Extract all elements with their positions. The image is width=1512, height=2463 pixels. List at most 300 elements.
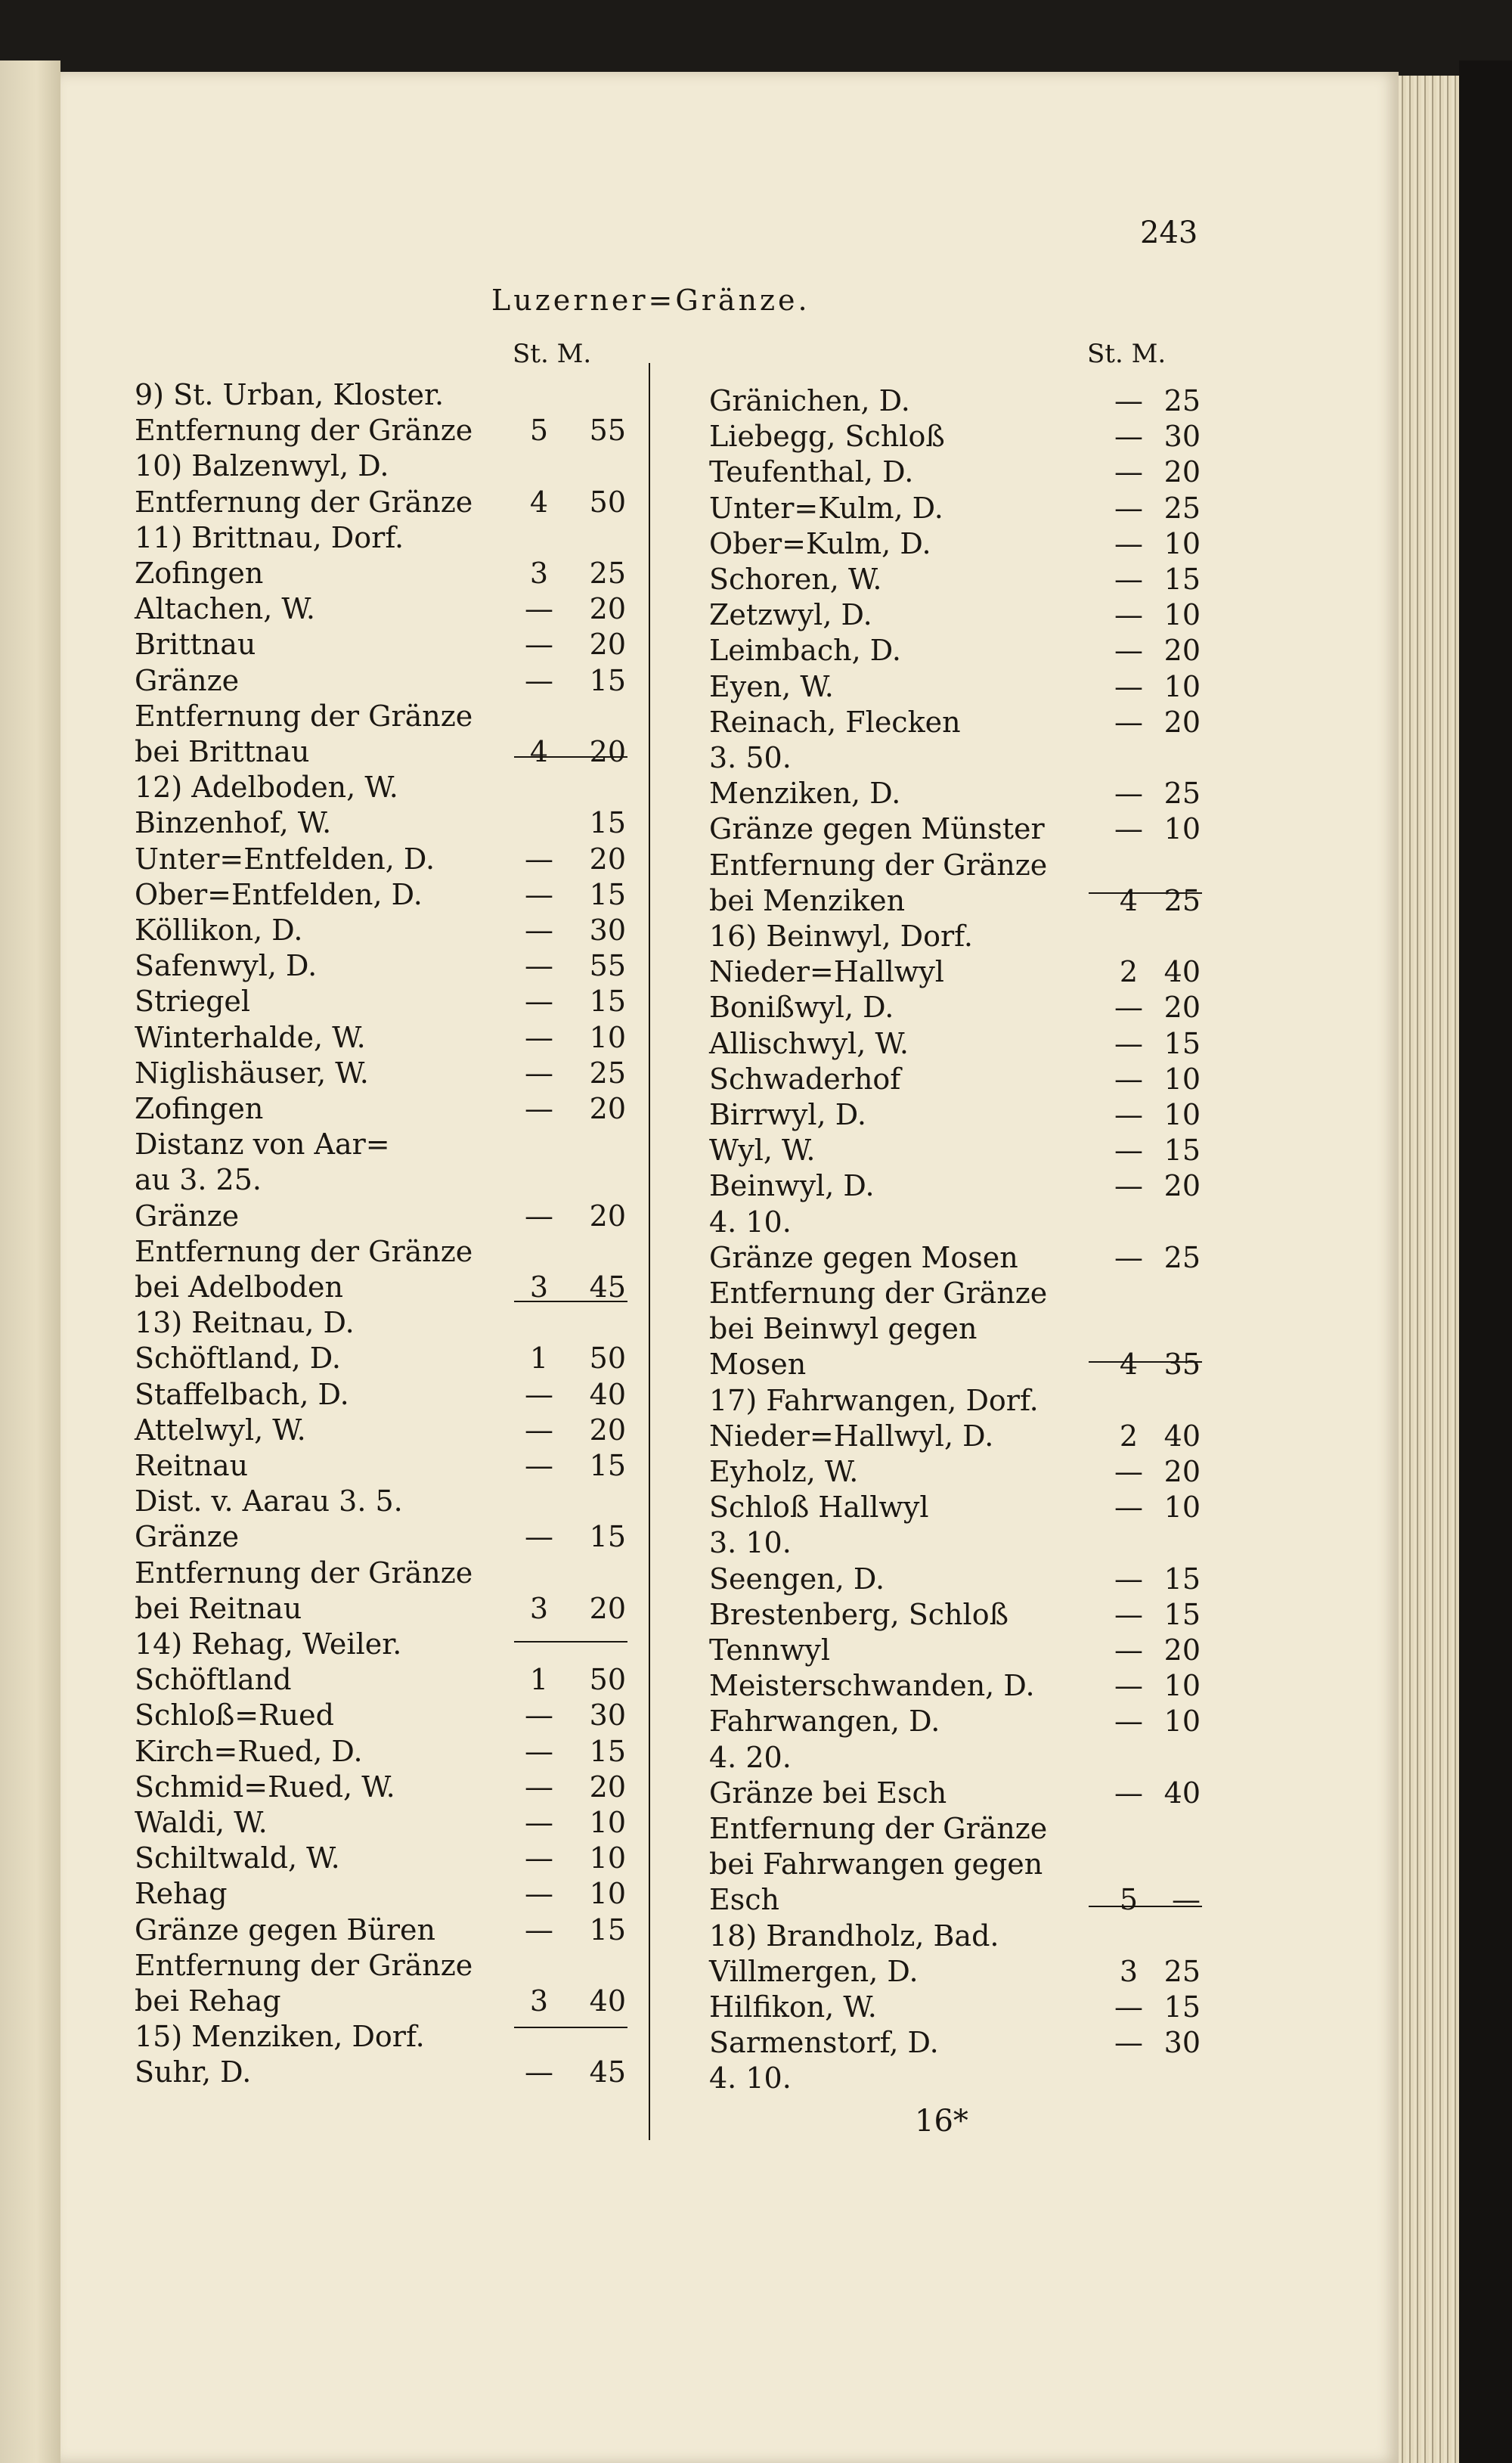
entry-label: Entfernung der Gränze [135, 414, 473, 448]
entry-label: Leimbach, D. [709, 634, 901, 668]
entry-label: Schöftland [135, 1663, 292, 1697]
entry-row [709, 706, 1202, 739]
entry-label: Schloß=Rued [135, 1698, 334, 1732]
entry-label: Entfernung der Gränze [709, 1812, 1048, 1845]
entry-row [135, 1735, 634, 1768]
entry-label: Schwaderhof [709, 1062, 901, 1096]
entry-stunden: — [525, 1806, 553, 1839]
entry-minuten: 25 [1163, 883, 1201, 917]
entry-row [135, 485, 634, 519]
entry-minuten: 50 [589, 1663, 626, 1697]
entry-minuten: 20 [1163, 1633, 1201, 1667]
entry-row [135, 1698, 634, 1732]
entry-label: Meisterschwanden, D. [709, 1669, 1035, 1703]
entry-row [135, 1627, 634, 1661]
entry-minuten: 25 [589, 1056, 626, 1090]
entry-label: 10) Balzenwyl, D. [135, 449, 389, 483]
entry-row [135, 735, 634, 768]
entry-row [135, 1199, 634, 1233]
entry-stunden: 2 [1119, 955, 1139, 989]
total-rule [1089, 1361, 1202, 1363]
entry-label: Gränze [135, 1199, 240, 1233]
entry-label: 11) Brittnau, Dorf. [135, 520, 404, 554]
entry-minuten: 55 [589, 414, 626, 448]
entry-minuten: 40 [1163, 955, 1201, 989]
entry-minuten: 10 [1163, 1705, 1201, 1739]
entry-row [135, 521, 634, 554]
entry-label: Mosen [709, 1348, 807, 1382]
entry-stunden: — [1114, 491, 1143, 525]
entry-row [135, 1270, 634, 1304]
entry-label: Distanz von Aar= [135, 1128, 390, 1162]
entry-minuten: 25 [1163, 1240, 1201, 1274]
entry-label: Schmid=Rued, W. [135, 1770, 395, 1804]
entry-row [709, 1883, 1202, 1916]
entry-minuten: 50 [589, 1342, 626, 1376]
entry-row [709, 1134, 1202, 1167]
entry-stunden: — [525, 1698, 553, 1732]
entry-row [709, 1919, 1202, 1953]
entry-label: Gränze [135, 1520, 240, 1554]
entry-label: Birrwyl, D. [709, 1098, 866, 1131]
entry-minuten: 10 [1163, 812, 1201, 846]
page-edges [1399, 76, 1459, 2463]
entry-row [135, 1913, 634, 1947]
entry-stunden: — [1114, 1240, 1143, 1274]
entry-label: Safenwyl, D. [135, 949, 318, 983]
entry-row [135, 1342, 634, 1375]
entry-row [135, 1378, 634, 1411]
entry-row [709, 1312, 1202, 1345]
entry-row [135, 1056, 634, 1090]
entry-row [135, 1877, 634, 1910]
entry-minuten: 10 [1163, 1062, 1201, 1096]
entry-minuten: 30 [1163, 420, 1201, 454]
entry-label: Fahrwangen, D. [709, 1705, 940, 1739]
entry-row [709, 1098, 1202, 1131]
entry-row [709, 741, 1202, 774]
entry-row [709, 1241, 1202, 1274]
entry-label: Entfernung der Gränze [135, 699, 473, 733]
entry-stunden: — [525, 1449, 553, 1482]
entry-stunden: — [525, 1020, 553, 1054]
entry-row [135, 592, 634, 625]
entry-label: Kirch=Rued, D. [135, 1734, 363, 1768]
entry-stunden: — [1114, 1597, 1143, 1631]
entry-row [709, 634, 1202, 667]
entry-stunden: — [1114, 1776, 1143, 1810]
entry-row [709, 991, 1202, 1024]
entry-minuten: 15 [1163, 1597, 1201, 1631]
entry-stunden: — [1114, 420, 1143, 454]
entry-stunden: 1 [529, 1342, 549, 1376]
entry-label: Staffelbach, D. [135, 1377, 349, 1411]
entry-minuten: 25 [1163, 777, 1201, 811]
entry-row [135, 1306, 634, 1339]
entry-label: 9) St. Urban, Kloster. [135, 378, 445, 411]
entry-minuten: 10 [589, 1877, 626, 1911]
entry-label: bei Fahrwangen gegen [709, 1847, 1043, 1881]
entry-label: Entfernung der Gränze [135, 485, 473, 519]
entry-label: Schloß Hallwyl [709, 1491, 929, 1525]
entry-label: Gränze gegen Büren [135, 1912, 435, 1947]
entry-stunden: — [1114, 1633, 1143, 1667]
right-column-header: St. M. [1087, 339, 1167, 369]
entry-stunden: — [1114, 598, 1143, 632]
entry-stunden: — [1114, 1491, 1143, 1525]
entry-label: bei Reitnau [135, 1591, 302, 1625]
entry-label: Entfernung der Gränze [135, 1234, 473, 1268]
entry-label: Zofingen [135, 1092, 264, 1125]
entry-label: Zetzwyl, D. [709, 598, 872, 632]
entry-minuten: 10 [1163, 669, 1201, 703]
entry-row [135, 1770, 634, 1804]
entry-minuten: 50 [589, 485, 626, 519]
entry-minuten: 15 [1163, 1134, 1201, 1168]
entry-label: Villmergen, D. [709, 1954, 919, 1988]
entry-label: Niglishäuser, W. [135, 1056, 369, 1090]
entry-label: Menziken, D. [709, 777, 901, 811]
entry-row [135, 1021, 634, 1054]
entry-stunden: — [525, 949, 553, 983]
total-rule [514, 756, 627, 758]
entry-row [709, 384, 1202, 417]
entry-label: 12) Adelboden, W. [135, 771, 398, 805]
entry-row [709, 1812, 1202, 1845]
entry-row [709, 598, 1202, 631]
entry-minuten: 25 [1163, 384, 1201, 417]
entry-minuten: 15 [589, 806, 626, 840]
entry-label: 3. 10. [709, 1526, 792, 1560]
entry-stunden: 4 [529, 485, 549, 519]
entry-minuten: 20 [589, 592, 626, 626]
entry-label: Teufenthal, D. [709, 455, 914, 489]
entry-stunden: 3 [529, 1270, 549, 1304]
entry-stunden: — [1114, 1562, 1143, 1596]
entry-minuten: 15 [1163, 1990, 1201, 2024]
entry-row [135, 1235, 634, 1268]
entry-stunden: — [1114, 634, 1143, 668]
entry-stunden: — [525, 842, 553, 876]
entry-minuten: 20 [1163, 634, 1201, 668]
entry-label: Binzenhof, W. [135, 806, 332, 840]
entry-row [709, 563, 1202, 596]
entry-row [709, 1776, 1202, 1810]
entry-row [135, 628, 634, 661]
entry-minuten: 10 [589, 1841, 626, 1875]
entry-minuten: 10 [1163, 1098, 1201, 1131]
entry-stunden: — [525, 1520, 553, 1554]
entry-label: bei Brittnau [135, 735, 310, 768]
entry-row [135, 414, 634, 447]
entry-stunden: — [1114, 1062, 1143, 1096]
entry-label: 14) Rehag, Weiler. [135, 1627, 402, 1661]
signature-mark: 16* [915, 2104, 968, 2139]
entry-label: Gränichen, D. [709, 384, 910, 417]
entry-row [135, 914, 634, 947]
entry-row [709, 1990, 1202, 2024]
entry-minuten: 45 [589, 1270, 626, 1304]
entry-row [709, 455, 1202, 489]
background [1459, 60, 1512, 2463]
entry-stunden: — [1114, 1990, 1143, 2024]
entry-stunden: — [1114, 1669, 1143, 1703]
entry-row [135, 2020, 634, 2053]
entry-row [135, 1413, 634, 1447]
entry-minuten: 15 [1163, 563, 1201, 596]
entry-minuten: 10 [589, 1020, 626, 1054]
entry-row [709, 848, 1202, 882]
entry-stunden: — [1114, 669, 1143, 703]
entry-row [135, 1449, 634, 1482]
entry-label: 17) Fahrwangen, Dorf. [709, 1383, 1039, 1417]
entry-row [135, 557, 634, 590]
entry-row [709, 1847, 1202, 1881]
entry-row [135, 985, 634, 1018]
entry-row [709, 1348, 1202, 1381]
entry-stunden: — [1114, 1134, 1143, 1168]
entry-label: Bonißwyl, D. [709, 991, 894, 1025]
entry-minuten: 25 [1163, 491, 1201, 525]
entry-stunden: — [525, 1734, 553, 1768]
entry-label: Ober=Kulm, D. [709, 526, 931, 560]
entry-row [709, 1669, 1202, 1702]
entry-minuten: 15 [589, 663, 626, 697]
entry-label: 3. 50. [709, 741, 792, 774]
entry-minuten: 10 [1163, 598, 1201, 632]
entry-row [709, 2026, 1202, 2059]
entry-stunden: — [525, 1199, 553, 1233]
entry-row [709, 1205, 1202, 1239]
entry-stunden: — [1114, 1169, 1143, 1203]
entry-minuten: 15 [589, 1912, 626, 1947]
entry-stunden: — [1114, 1098, 1143, 1131]
entry-minuten: 35 [1163, 1348, 1201, 1382]
entry-minuten: 20 [589, 1770, 626, 1804]
entry-row [709, 1491, 1202, 1524]
entry-stunden: 4 [529, 735, 549, 768]
entry-label: Seengen, D. [709, 1562, 885, 1596]
entry-label: Gränze [135, 663, 240, 697]
entry-minuten: 10 [1163, 526, 1201, 560]
entry-stunden: 3 [529, 1984, 549, 2018]
total-rule [514, 1641, 627, 1643]
entry-label: Unter=Kulm, D. [709, 491, 943, 525]
entry-stunden: — [1114, 705, 1143, 739]
entry-minuten: 30 [589, 914, 626, 947]
entry-stunden: 3 [529, 1591, 549, 1625]
entry-row [135, 700, 634, 733]
entry-stunden: — [525, 1877, 553, 1911]
entry-label: Rehag [135, 1877, 228, 1911]
page-number: 243 [1140, 216, 1198, 250]
entry-label: Reitnau [135, 1449, 249, 1482]
entry-minuten: 20 [589, 735, 626, 768]
entry-row [709, 1633, 1202, 1667]
entry-minuten: 15 [589, 1449, 626, 1482]
entry-label: Schiltwald, W. [135, 1841, 340, 1875]
entry-stunden: — [525, 1092, 553, 1125]
entry-label: bei Rehag [135, 1984, 281, 2018]
entry-row [135, 1592, 634, 1625]
entry-label: Entfernung der Gränze [135, 1948, 473, 1982]
entry-label: bei Adelboden [135, 1270, 343, 1304]
entry-minuten: 25 [1163, 1954, 1201, 1988]
entry-stunden: 4 [1119, 1348, 1139, 1382]
entry-label: Beinwyl, D. [709, 1169, 875, 1203]
entry-row [709, 1276, 1202, 1310]
entry-label: Allischwyl, W. [709, 1026, 909, 1060]
entry-label: bei Menziken [709, 883, 906, 917]
entry-row [135, 1556, 634, 1590]
entry-row [709, 1705, 1202, 1738]
entry-row [709, 492, 1202, 525]
entry-row [135, 1949, 634, 1982]
entry-row [135, 1163, 634, 1196]
entry-label: Wyl, W. [709, 1134, 816, 1168]
entry-stunden: — [1114, 455, 1143, 489]
entry-stunden: — [1114, 384, 1143, 417]
entry-label: Entfernung der Gränze [135, 1556, 473, 1590]
entry-label: 4. 10. [709, 2061, 792, 2095]
entry-row [709, 1741, 1202, 1774]
entry-row [709, 1526, 1202, 1559]
entry-label: Esch [709, 1883, 779, 1917]
entry-row [135, 1663, 634, 1696]
entry-row [709, 1562, 1202, 1596]
entry-stunden: — [525, 985, 553, 1019]
entry-label: Sarmenstorf, D. [709, 2026, 939, 2060]
entry-row [709, 884, 1202, 917]
entry-label: Gränze bei Esch [709, 1776, 947, 1810]
entry-label: Gränze gegen Mosen [709, 1240, 1018, 1274]
entry-row [709, 2061, 1202, 2095]
entry-label: Brestenberg, Schloß [709, 1597, 1009, 1631]
entry-label: Ober=Entfelden, D. [135, 877, 423, 911]
entry-label: Eyholz, W. [709, 1455, 859, 1488]
entry-stunden: — [525, 2055, 553, 2089]
entry-stunden: 2 [1119, 1419, 1139, 1453]
entry-stunden: — [1114, 526, 1143, 560]
entry-minuten: — [1172, 1883, 1201, 1917]
entry-minuten: 40 [1163, 1419, 1201, 1453]
entry-stunden: — [525, 1377, 553, 1411]
entry-minuten: 20 [589, 1199, 626, 1233]
entry-label: Attelwyl, W. [135, 1413, 306, 1447]
entry-stunden: — [1114, 812, 1143, 846]
entry-row [709, 670, 1202, 703]
total-rule [514, 1301, 627, 1302]
entry-row [709, 1419, 1202, 1453]
entry-minuten: 10 [589, 1806, 626, 1839]
page-title: Luzerner=Gränze. [491, 284, 810, 317]
entry-row [709, 1384, 1202, 1417]
entry-stunden: — [1114, 1455, 1143, 1488]
entry-row [135, 771, 634, 804]
entry-stunden: — [525, 1770, 553, 1804]
entry-row [709, 1027, 1202, 1060]
entry-row [135, 1484, 634, 1518]
entry-minuten: 20 [1163, 705, 1201, 739]
entry-label: Entfernung der Gränze [709, 1276, 1048, 1310]
entry-row [709, 1062, 1202, 1096]
entry-label: 18) Brandholz, Bad. [709, 1919, 999, 1953]
entry-label: Altachen, W. [135, 592, 315, 626]
entry-row [135, 878, 634, 911]
entry-minuten: 15 [1163, 1562, 1201, 1596]
total-rule [1089, 892, 1202, 894]
entry-minuten: 25 [589, 557, 626, 590]
total-rule [1089, 1906, 1202, 1907]
entry-stunden: — [1114, 563, 1143, 596]
entry-row [135, 1092, 634, 1125]
entry-label: au 3. 25. [135, 1163, 262, 1197]
entry-row [135, 1806, 634, 1839]
entry-label: Schoren, W. [709, 563, 882, 596]
entry-minuten: 20 [589, 628, 626, 662]
entry-label: Gränze gegen Münster [709, 812, 1045, 846]
entry-label: Brittnau [135, 628, 256, 662]
entry-label: Zofingen [135, 557, 264, 590]
entry-stunden: 3 [1119, 1954, 1139, 1988]
entry-label: Dist. v. Aarau 3. 5. [135, 1484, 403, 1518]
entry-label: Eyen, W. [709, 669, 834, 703]
entry-minuten: 15 [589, 877, 626, 911]
entry-row [135, 449, 634, 482]
entry-minuten: 20 [589, 842, 626, 876]
entry-minuten: 55 [589, 949, 626, 983]
entry-stunden: — [525, 592, 553, 626]
entry-minuten: 15 [589, 1520, 626, 1554]
entry-row [135, 664, 634, 697]
entry-minuten: 30 [589, 1698, 626, 1732]
entry-row [709, 527, 1202, 560]
entry-row [135, 1128, 634, 1161]
entry-stunden: — [525, 877, 553, 911]
entry-row [135, 2055, 634, 2089]
entry-row [135, 1520, 634, 1553]
entry-stunden: — [525, 1413, 553, 1447]
entry-label: Nieder=Hallwyl, D. [709, 1419, 994, 1453]
entry-row [135, 1841, 634, 1875]
entry-minuten: 40 [589, 1377, 626, 1411]
entry-minuten: 15 [589, 1734, 626, 1768]
entry-row [709, 920, 1202, 953]
entry-label: Reinach, Flecken [709, 705, 961, 739]
entry-stunden: 5 [1119, 1883, 1139, 1917]
entry-row [135, 949, 634, 982]
entry-row [709, 1455, 1202, 1488]
entry-label: 4. 10. [709, 1205, 792, 1239]
entry-stunden: — [525, 914, 553, 947]
entry-minuten: 20 [589, 1591, 626, 1625]
column-divider [649, 363, 650, 2140]
entry-label: Schöftland, D. [135, 1342, 341, 1376]
entry-label: Winterhalde, W. [135, 1020, 366, 1054]
entry-stunden: — [525, 1841, 553, 1875]
total-rule [514, 2027, 627, 2028]
entry-stunden: 3 [529, 557, 549, 590]
entry-label: 13) Reitnau, D. [135, 1306, 355, 1340]
entry-stunden: — [1114, 1705, 1143, 1739]
entry-stunden: — [525, 1912, 553, 1947]
entry-row [709, 777, 1202, 810]
entry-minuten: 40 [1163, 1776, 1201, 1810]
entry-row [709, 1169, 1202, 1202]
entry-row [135, 842, 634, 876]
entry-label: Unter=Entfelden, D. [135, 842, 435, 876]
entry-minuten: 10 [1163, 1491, 1201, 1525]
